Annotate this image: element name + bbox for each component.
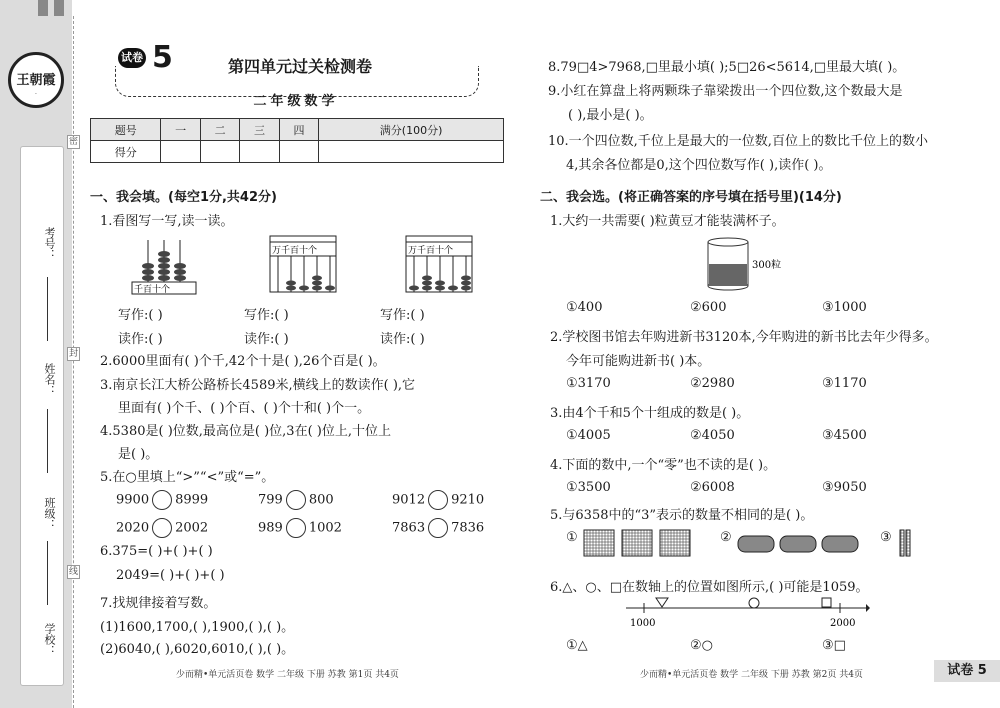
bean-count-label: 300粒 [752,260,782,271]
read-blank-1[interactable]: 读作:( ) [118,332,163,347]
section-1-heading: 一、我会填。(每空1分,共42分) [90,190,277,205]
read-blank-2[interactable]: 读作:( ) [244,332,289,347]
question-9-line-2[interactable]: ( ),最小是( )。 [568,108,653,123]
compare-left: 9900 [116,492,150,508]
bundle-figures [738,528,860,558]
exam-no-field[interactable] [47,277,48,341]
compare-circle[interactable] [286,518,306,538]
square-marker [822,598,831,607]
publisher-logo [8,52,64,108]
choice-3[interactable]: 3.由4个千和5个十组成的数是( )。 [550,406,750,421]
label-exam-no: 考号： [43,227,56,260]
student-info-card [20,146,64,686]
cut-mark: 封 [68,349,78,359]
abacus-1 [130,236,200,296]
choice-4-opt[interactable]: ②6008 [690,480,735,495]
question-2[interactable]: 2.6000里面有( )个千,42个十是( ),26个百是( )。 [100,354,386,369]
axis-label-2000: 2000 [830,618,856,629]
choice-6-opt[interactable]: ③□ [822,638,846,653]
compare-left: 2020 [116,520,150,536]
compare-circle[interactable] [428,490,448,510]
score-header: 四 [279,119,318,141]
triangle-marker [656,598,668,607]
question-10-line-2[interactable]: 4,其余各位都是0,这个四位数写作( ),读作( )。 [566,158,832,173]
choice-5[interactable]: 5.与6358中的“3”表示的数量不相同的是( )。 [550,508,814,523]
compare-circle[interactable] [152,490,172,510]
abacus-2-labels: 万千百十个 [272,246,318,256]
label-school: 学校： [43,623,56,656]
score-header: 三 [240,119,279,141]
name-field[interactable] [47,409,48,473]
exam-number: 5 [152,40,173,75]
question-4-line-1[interactable]: 4.5380是( )位数,最高位是( )位,3在( )位上,十位上 [100,424,391,439]
hundred-blocks [584,530,694,558]
score-header: 满分(100分) [319,119,504,141]
score-cell[interactable] [161,141,200,163]
abacus-1-labels: 千百十个 [134,285,171,295]
score-cell[interactable] [319,141,504,163]
question-6-line-2[interactable]: 2049=( )+( )+( ) [116,568,225,583]
compare-right: 2002 [175,520,209,536]
page-title: 第四单元过关检测卷 [190,54,410,77]
score-cell[interactable] [240,141,279,163]
question-1: 1.看图写一写,读一读。 [100,214,234,229]
choice-6[interactable]: 6.△、○、□在数轴上的位置如图所示,( )可能是1059。 [550,580,869,595]
axis-label-1000: 1000 [630,618,656,629]
compare-item [258,518,342,538]
question-10-line-1: 10.一个四位数,千位上是最大的一位数,百位上的数比千位上的数小 [548,134,928,149]
choice-2-opt[interactable]: ②2980 [690,376,735,391]
ten-rods [898,530,914,558]
choice-3-opt[interactable]: ①4005 [566,428,611,443]
cut-line [73,16,74,708]
page-footer-right: 少而精•单元活页卷 数学 二年级 下册 苏教 第2页 共4页 [640,670,863,680]
choice-3-opt[interactable]: ②4050 [690,428,735,443]
circle-marker [749,598,759,608]
cut-mark: 线 [68,567,78,577]
choice-5-opt[interactable]: ① [566,530,578,545]
abacus-3-labels: 万千百十个 [408,246,454,256]
compare-right: 800 [308,492,334,508]
choice-6-opt[interactable]: ①△ [566,638,588,653]
question-6-line-1[interactable]: 6.375=( )+( )+( ) [100,544,213,559]
compare-left: 7863 [392,520,426,536]
score-header: 一 [161,119,200,141]
choice-1-opt[interactable]: ③1000 [822,300,867,315]
bean-cup-figure [706,236,806,292]
abacus-3 [404,234,478,296]
choice-5-opt[interactable]: ③ [880,530,892,545]
choice-1: 1.大约一共需要( )粒黄豆才能装满杯子。 [550,214,785,229]
page-footer-left: 少而精•单元活页卷 数学 二年级 下册 苏教 第1页 共4页 [176,670,399,680]
question-5: 5.在○里填上“>”“<”或“=”。 [100,470,275,485]
choice-2-line-1: 2.学校图书馆去年购进新书3120本,今年购进的新书比去年少得多。 [550,330,938,345]
label-name: 姓名： [43,363,56,396]
exam-tag: 试卷 5 [934,660,1000,682]
score-header: 二 [200,119,239,141]
choice-4[interactable]: 4.下面的数中,一个“零”也不读的是( )。 [550,458,777,473]
cut-mark: 密 [68,137,78,147]
read-blank-3[interactable]: 读作:( ) [380,332,425,347]
question-8[interactable]: 8.79□4>7968,□里最小填( );5□26<5614,□里最大填( )。 [548,60,906,75]
choice-2-opt[interactable]: ③1170 [822,376,867,391]
compare-item [392,490,484,510]
choice-6-opt[interactable]: ②○ [690,638,713,653]
write-blank-3[interactable]: 写作:( ) [380,308,425,323]
compare-item [116,490,208,510]
top-marker [38,0,48,16]
class-field[interactable] [47,541,48,605]
number-line [626,598,870,632]
compare-item [392,518,484,538]
compare-right: 8999 [175,492,209,508]
question-3-line-2[interactable]: 里面有( )个千、( )个百、( )个十和( )个一。 [118,401,371,416]
page-subtitle: 二年级数学 [253,94,339,109]
exam-badge: 试卷 [118,48,146,68]
compare-item [258,490,334,510]
score-row-label: 得分 [91,141,161,163]
compare-left: 9012 [392,492,426,508]
question-4-line-2[interactable]: 是( )。 [118,447,159,462]
choice-2-line-2[interactable]: 今年可能购进新书( )本。 [566,354,711,369]
section-2-heading: 二、我会选。(将正确答案的序号填在括号里)(14分) [540,190,842,205]
compare-left: 799 [258,492,283,508]
compare-circle[interactable] [286,490,306,510]
compare-right: 7836 [451,520,485,536]
question-7-part-1[interactable]: (1)1600,1700,( ),1900,( ),( )。 [100,620,295,635]
score-cell[interactable] [279,141,318,163]
compare-right: 1002 [308,520,342,536]
logo-subtext: · [35,91,37,98]
choice-5-opt[interactable]: ② [720,530,732,545]
choice-2-opt[interactable]: ①3170 [566,376,611,391]
question-9-line-1: 9.小红在算盘上将两颗珠子靠梁拨出一个四位数,这个数最大是 [548,84,903,99]
compare-item [116,518,208,538]
question-3-line-1[interactable]: 3.南京长江大桥公路桥长4589米,横线上的数读作( ),它 [100,378,416,393]
label-class: 班级： [43,497,56,530]
top-marker [54,0,64,16]
score-cell[interactable] [200,141,239,163]
compare-circle[interactable] [428,518,448,538]
score-header: 题号 [91,119,161,141]
compare-circle[interactable] [152,518,172,538]
abacus-2 [268,234,342,296]
logo-text: 王朝霞 [16,73,56,88]
choice-1-opt[interactable]: ②600 [690,300,727,315]
write-blank-2[interactable]: 写作:( ) [244,308,289,323]
choice-1-opt[interactable]: ①400 [566,300,603,315]
choice-4-opt[interactable]: ①3500 [566,480,611,495]
compare-left: 989 [258,520,283,536]
choice-4-opt[interactable]: ③9050 [822,480,867,495]
score-table [90,118,504,163]
compare-right: 9210 [451,492,485,508]
question-7-part-2[interactable]: (2)6040,( ),6020,6010,( ),( )。 [100,642,295,657]
question-7: 7.找规律接着写数。 [100,596,217,611]
choice-3-opt[interactable]: ③4500 [822,428,867,443]
write-blank-1[interactable]: 写作:( ) [118,308,163,323]
